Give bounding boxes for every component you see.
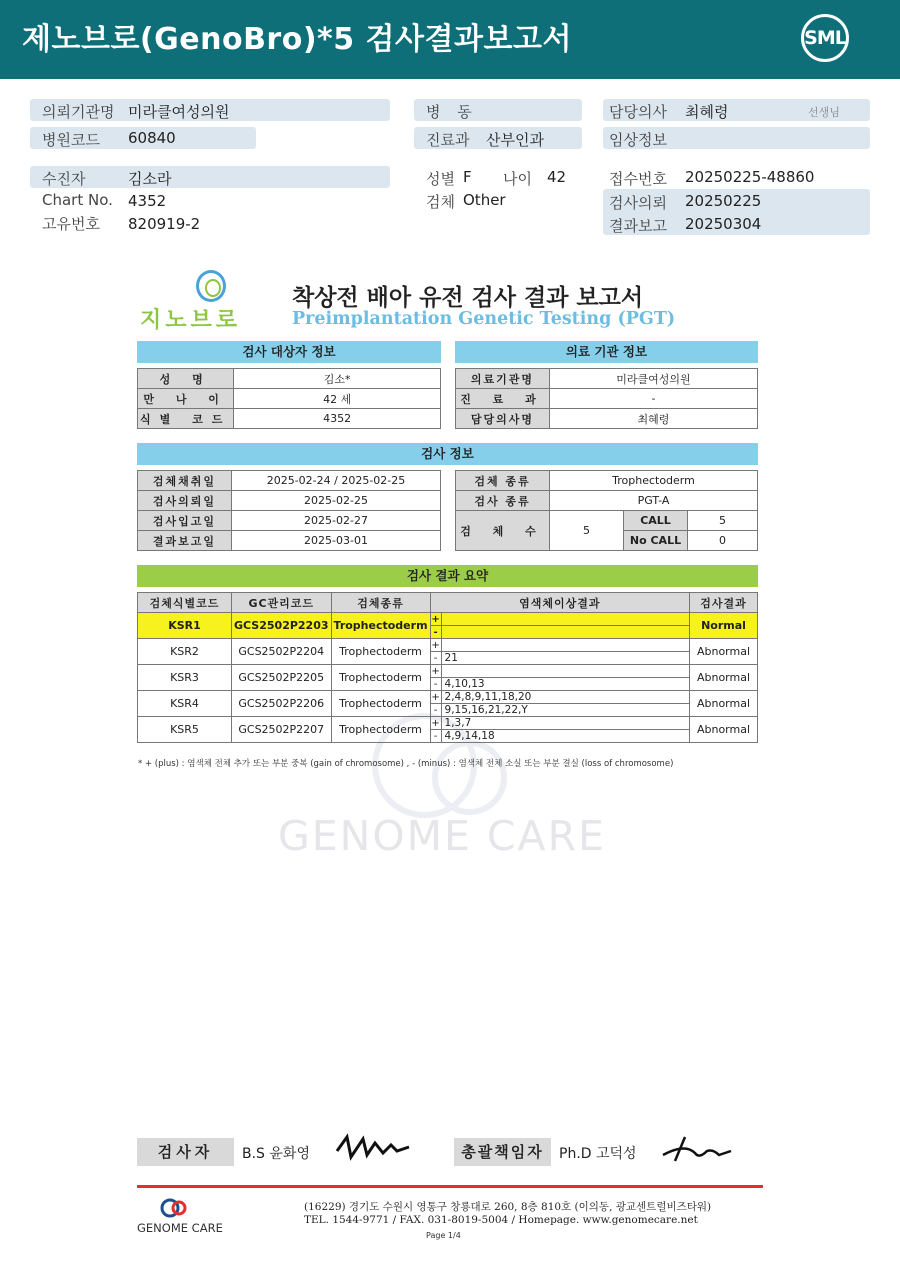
dept-label: 진료과 — [426, 131, 470, 149]
report-date-label: 결과보고 — [609, 217, 667, 235]
call-value: 5 — [688, 511, 758, 531]
specimen-type: Trophectoderm — [331, 613, 430, 639]
sample-id: KSR2 — [138, 639, 232, 665]
specimen-type: Trophectoderm — [331, 691, 430, 717]
count-label: 검 체 수 — [456, 511, 550, 551]
specimen-label: 검체 — [426, 193, 455, 211]
hospital-label: 의뢰기관명 — [42, 103, 115, 121]
plus-sign: + — [431, 613, 440, 625]
subject-name: 김소* — [234, 369, 441, 389]
plus-sign: + — [431, 717, 440, 729]
gain-chromosomes — [441, 613, 689, 626]
minus-sign: - — [430, 626, 441, 639]
sample-id: KSR5 — [138, 717, 232, 743]
institution-table — [455, 368, 758, 429]
report-date-value: 20250304 — [685, 215, 762, 233]
institution-header: 의료 기관 정보 — [455, 341, 758, 363]
subject-table — [137, 368, 441, 429]
tester-label: 검사자 — [137, 1138, 234, 1166]
col-chromosome: 염색체이상결과 — [430, 593, 689, 613]
test-result: Normal — [690, 613, 758, 639]
inst-dept: - — [550, 389, 758, 409]
subject-age-label: 만 나 이 — [138, 389, 234, 409]
genome-care-logo-icon — [160, 1197, 188, 1219]
minus-sign: - — [430, 652, 441, 665]
test-report-value: 2025-03-01 — [232, 531, 441, 551]
test-result: Abnormal — [690, 665, 758, 691]
gc-code: GCS2502P2204 — [232, 639, 332, 665]
test-specimen-table — [455, 470, 758, 551]
gain-chromosomes: 2,4,8,9,11,18,20 — [441, 691, 689, 704]
test-request-value: 2025-02-25 — [232, 491, 441, 511]
nocall-label: No CALL — [624, 531, 688, 551]
nocall-value: 0 — [688, 531, 758, 551]
col-specimen-type: 검체종류 — [331, 593, 430, 613]
specimen-type: Trophectoderm — [331, 717, 430, 743]
test-result: Abnormal — [690, 691, 758, 717]
page-number: Page 1/4 — [426, 1231, 461, 1240]
doctor-label: 담당의사 — [609, 103, 667, 121]
minus-sign: - — [430, 678, 441, 691]
spec-type-label: 검체 종류 — [456, 471, 550, 491]
hospital-value: 미라클여성의원 — [128, 103, 230, 121]
minus-sign: - — [430, 704, 441, 717]
loss-chromosomes: 4,10,13 — [441, 678, 689, 691]
loss-chromosomes: 9,15,16,21,22,Y — [441, 704, 689, 717]
legend-note: * + (plus) : 염색체 전체 추가 또는 부분 중복 (gain of chromosome) , - (minus) : 염색체 전체 소실 또는 부분 결실 (loss of chromosome) — [138, 759, 674, 769]
gain-chromosomes — [441, 639, 689, 652]
chief-label: 총괄책임자 — [454, 1138, 551, 1166]
test-result: Abnormal — [690, 639, 758, 665]
loss-chromosomes — [441, 626, 689, 639]
call-label: CALL — [624, 511, 688, 531]
minus-sign: - — [430, 730, 441, 743]
tester-name: B.S 윤화영 — [242, 1146, 310, 1162]
test-type-value: PGT-A — [550, 491, 758, 511]
subject-header: 검사 대상자 정보 — [137, 341, 441, 363]
request-value: 20250225 — [685, 192, 762, 210]
patient-label: 수진자 — [42, 170, 86, 188]
sex-label: 성별 — [426, 170, 455, 188]
age-label: 나이 — [503, 170, 532, 188]
report-subtitle: Preimplantation Genetic Testing (PGT) — [292, 309, 676, 329]
header-band — [0, 0, 900, 79]
chief-name: Ph.D 고덕성 — [559, 1146, 637, 1162]
unique-value: 820919-2 — [128, 215, 201, 233]
sample-id: KSR4 — [138, 691, 232, 717]
gc-code: GCS2502P2207 — [232, 717, 332, 743]
collect-value: 2025-02-24 / 2025-02-25 — [232, 471, 441, 491]
doctor-value: 최혜령 — [685, 103, 729, 121]
address-line: (16229) 경기도 수원시 영통구 창룡대로 260, 8층 810호 (이의동, 광교센트럴비즈타워) — [304, 1201, 712, 1213]
patient-value: 김소라 — [128, 170, 172, 188]
receipt-label: 접수번호 — [609, 170, 667, 188]
age-value: 42 — [547, 168, 567, 186]
summary-header: 검사 결과 요약 — [137, 565, 758, 587]
tester-signature — [333, 1133, 413, 1163]
test-request-label: 검사의뢰일 — [138, 491, 232, 511]
col-gc-code: GC관리코드 — [232, 593, 332, 613]
gc-code: GCS2502P2206 — [232, 691, 332, 717]
inst-name: 미라클여성의원 — [550, 369, 758, 389]
watermark-circle-right — [432, 740, 507, 815]
sex-value: F — [463, 168, 472, 186]
specimen-value: Other — [463, 191, 506, 209]
inst-doctor-label: 담당의사명 — [456, 409, 550, 429]
receive-value: 2025-02-27 — [232, 511, 441, 531]
test-dates-table — [137, 470, 441, 551]
chief-signature — [655, 1131, 735, 1167]
footer-rule — [137, 1185, 763, 1188]
test-result: Abnormal — [690, 717, 758, 743]
doctor-suffix: 선생님 — [808, 106, 840, 119]
loss-chromosomes: 4,9,14,18 — [441, 730, 689, 743]
sml-logo: SML — [801, 14, 849, 62]
test-header: 검사 정보 — [137, 443, 758, 465]
plus-sign: + — [431, 665, 440, 677]
specimen-type: Trophectoderm — [331, 665, 430, 691]
plus-sign: + — [431, 639, 440, 651]
count-value: 5 — [550, 511, 624, 551]
ward-label: 병 동 — [426, 103, 478, 121]
gc-code: GCS2502P2205 — [232, 665, 332, 691]
gc-code: GCS2502P2203 — [232, 613, 332, 639]
watermark-text: GENOME CARE — [278, 812, 606, 860]
genobro-logo-text: 지노브로 — [140, 308, 242, 333]
unique-label: 고유번호 — [42, 215, 100, 233]
genobro-logo-icon — [196, 270, 226, 302]
plus-sign: + — [431, 691, 440, 703]
subject-id-label: 식별 코드 — [138, 409, 234, 429]
col-result: 검사결과 — [690, 593, 758, 613]
clinical-label: 임상정보 — [609, 131, 667, 149]
subject-age: 42 세 — [234, 389, 441, 409]
company-name: GENOME CARE — [137, 1221, 223, 1235]
dept-value: 산부인과 — [486, 131, 544, 149]
contact-line: TEL. 1544-9771 / FAX. 031-8019-5004 / Homepage. www.genomecare.net — [304, 1214, 698, 1226]
hosp-code-value: 60840 — [128, 129, 176, 147]
sample-id: KSR3 — [138, 665, 232, 691]
chart-value: 4352 — [128, 192, 167, 210]
company-address — [304, 1199, 711, 1226]
gain-chromosomes: 1,3,7 — [441, 717, 689, 730]
test-type-label: 검사 종류 — [456, 491, 550, 511]
gain-chromosomes — [441, 665, 689, 678]
inst-dept-label: 진 료 과 — [456, 389, 550, 409]
request-label: 검사의뢰 — [609, 194, 667, 212]
inst-name-label: 의료기관명 — [456, 369, 550, 389]
chart-label: Chart No. — [42, 191, 113, 209]
report-title: 착상전 배아 유전 검사 결과 보고서 — [292, 285, 644, 311]
summary-table — [137, 592, 758, 743]
spec-type-value: Trophectoderm — [550, 471, 758, 491]
subject-id: 4352 — [234, 409, 441, 429]
receive-label: 검사입고일 — [138, 511, 232, 531]
loss-chromosomes: 21 — [441, 652, 689, 665]
page-title: 제노브로(GenoBro)*5 검사결과보고서 — [22, 22, 572, 57]
sample-id: KSR1 — [138, 613, 232, 639]
hosp-code-label: 병원코드 — [42, 131, 100, 149]
test-report-label: 결과보고일 — [138, 531, 232, 551]
specimen-type: Trophectoderm — [331, 639, 430, 665]
receipt-value: 20250225-48860 — [685, 168, 815, 186]
subject-name-label: 성 명 — [138, 369, 234, 389]
col-sample-id: 검체식별코드 — [138, 593, 232, 613]
collect-label: 검체채취일 — [138, 471, 232, 491]
inst-doctor: 최혜령 — [550, 409, 758, 429]
